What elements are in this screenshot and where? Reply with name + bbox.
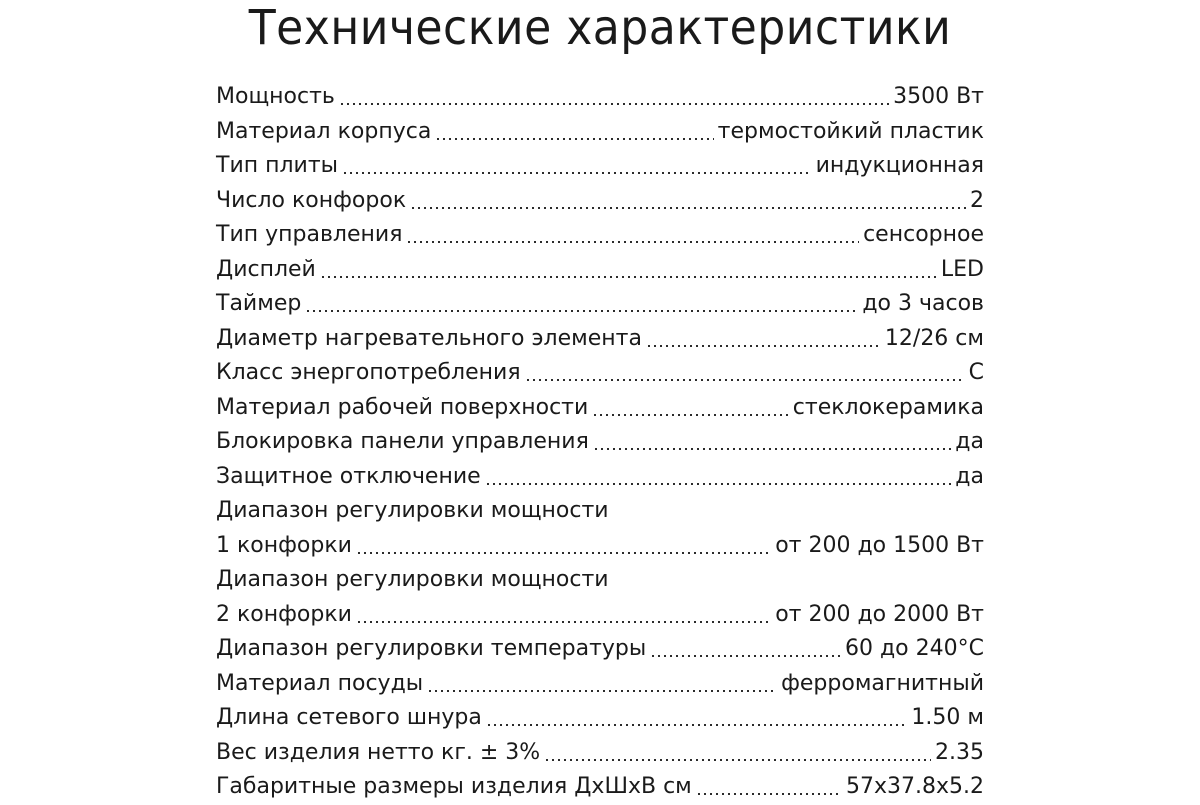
- dot-leader: [593, 432, 951, 452]
- spec-label: Габаритные размеры изделия ДхШхВ см: [216, 774, 692, 799]
- spec-label: Мощность: [216, 84, 335, 109]
- spec-value: LED: [940, 256, 984, 282]
- spec-label: Диаметр нагревательного элемента: [216, 325, 642, 351]
- spec-row-control-type: [216, 218, 984, 253]
- spec-label: Диапазон регулировки мощности: [216, 498, 609, 523]
- spec-value: сенсорное: [863, 222, 984, 247]
- spec-label: 2 конфорки: [216, 601, 352, 627]
- dot-leader: [486, 708, 908, 728]
- dot-leader: [592, 398, 789, 418]
- spec-row-surface-material: [216, 391, 984, 426]
- spec-row-power-range-heading-2: [216, 563, 984, 598]
- spec-label: Таймер: [216, 291, 302, 316]
- spec-value: 12/26 см: [884, 325, 984, 351]
- spec-row-cord-length: [216, 701, 984, 736]
- spec-row-dimensions: [216, 770, 984, 805]
- dot-leader: [339, 87, 889, 107]
- spec-row-display: [216, 253, 984, 288]
- dot-leader: [305, 294, 858, 314]
- spec-value: 1.50 м: [911, 705, 984, 730]
- spec-label: Число конфорок: [216, 187, 407, 213]
- spec-label: Диапазон регулировки мощности: [216, 567, 609, 592]
- spec-value: С: [968, 360, 984, 385]
- spec-label: Защитное отключение: [216, 463, 481, 489]
- spec-label: 1 конфорки: [216, 532, 352, 558]
- spec-value: да: [955, 463, 984, 489]
- specs-list: [216, 80, 984, 805]
- spec-row-energy-class: [216, 356, 984, 391]
- spec-row-body-material: [216, 115, 984, 150]
- spec-row-cookware-material: [216, 667, 984, 702]
- spec-row-power: [216, 80, 984, 115]
- spec-value: 60 до 240°С: [844, 636, 984, 661]
- spec-value: от 200 до 1500 Вт: [775, 532, 984, 558]
- spec-value: ферромагнитный: [781, 670, 984, 696]
- spec-label: Диапазон регулировки температуры: [216, 636, 647, 661]
- spec-label: Блокировка панели управления: [216, 429, 589, 454]
- spec-label: Материал рабочей поверхности: [216, 394, 589, 420]
- spec-row-net-weight: [216, 736, 984, 771]
- dot-leader: [410, 191, 966, 211]
- spec-value: до 3 часов: [862, 291, 984, 316]
- spec-value: термостойкий пластик: [717, 118, 984, 144]
- spec-row-power-range-2: [216, 598, 984, 633]
- dot-leader: [356, 536, 771, 556]
- spec-row-burner-count: [216, 184, 984, 219]
- spec-label: Длина сетевого шнура: [216, 705, 482, 730]
- spec-row-heating-diameter: [216, 322, 984, 357]
- dot-leader: [646, 329, 881, 349]
- dot-leader: [320, 260, 937, 280]
- spec-value: 2: [970, 187, 984, 213]
- spec-row-panel-lock: [216, 425, 984, 460]
- spec-label: Класс энергопотребления: [216, 360, 521, 385]
- spec-label: Вес изделия нетто кг. ± 3%: [216, 739, 541, 765]
- spec-value: да: [955, 429, 984, 454]
- dot-leader: [544, 743, 931, 763]
- spec-value: стеклокерамика: [792, 394, 984, 420]
- spec-value: индукционная: [815, 153, 984, 178]
- spec-label: Материал корпуса: [216, 118, 432, 144]
- dot-leader: [435, 122, 713, 142]
- spec-label: Материал посуды: [216, 670, 424, 696]
- spec-value: 3500 Вт: [893, 84, 984, 109]
- spec-row-timer: [216, 287, 984, 322]
- spec-label: Тип управления: [216, 222, 403, 247]
- spec-value: от 200 до 2000 Вт: [775, 601, 984, 627]
- dot-leader: [650, 639, 841, 659]
- dot-leader: [356, 605, 771, 625]
- page-title: Технические характеристики: [248, 0, 952, 56]
- spec-value: 57х37.8х5.2: [845, 774, 984, 799]
- spec-row-temperature-range: [216, 632, 984, 667]
- spec-row-power-range-1: [216, 529, 984, 564]
- dot-leader: [696, 777, 842, 797]
- spec-value: 2.35: [935, 739, 984, 765]
- dot-leader: [525, 363, 965, 383]
- dot-leader: [342, 156, 812, 176]
- dot-leader: [406, 225, 859, 245]
- spec-row-power-range-heading-1: [216, 494, 984, 529]
- spec-row-safety-shutoff: [216, 460, 984, 495]
- spec-label: Дисплей: [216, 256, 316, 282]
- dot-leader: [485, 467, 952, 487]
- spec-row-hob-type: [216, 149, 984, 184]
- dot-leader: [427, 674, 777, 694]
- spec-label: Тип плиты: [216, 153, 339, 178]
